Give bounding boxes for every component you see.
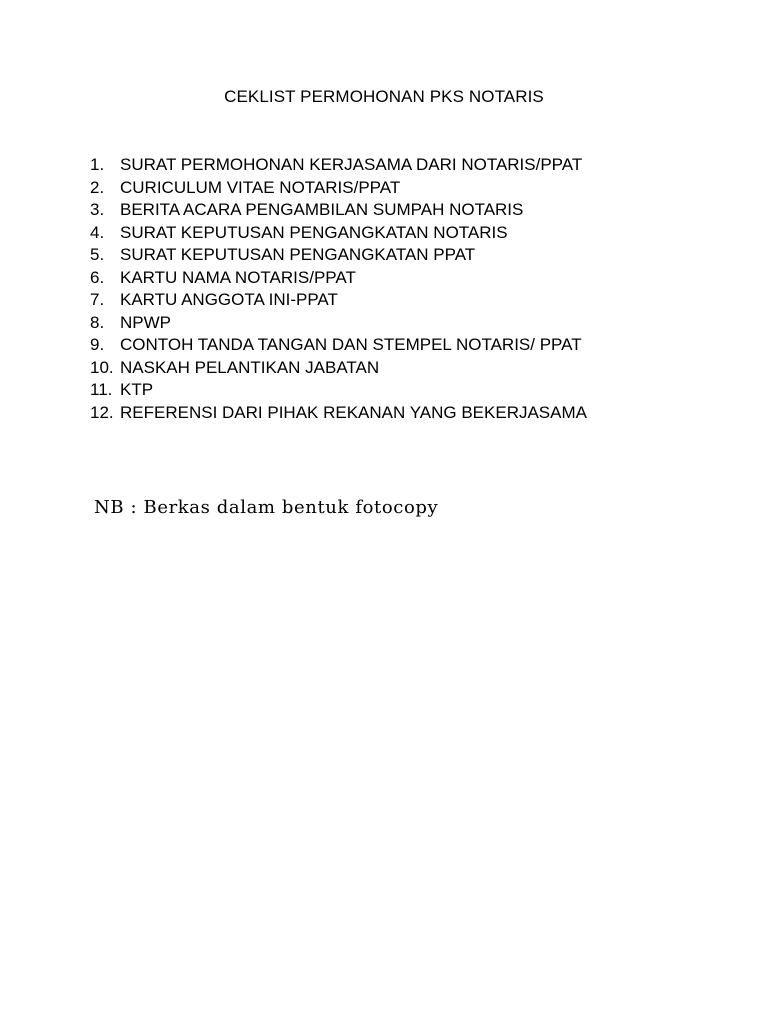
document-title: CEKLIST PERMOHONAN PKS NOTARIS <box>224 87 544 106</box>
list-item <box>90 312 587 335</box>
item-number: 1. <box>90 155 105 174</box>
list-item <box>90 199 587 222</box>
item-text: KARTU ANGGOTA INI-PPAT <box>120 290 338 309</box>
item-number: 3. <box>90 200 105 219</box>
item-text: SURAT KEPUTUSAN PENGANGKATAN PPAT <box>120 245 476 264</box>
list-item <box>90 379 587 402</box>
item-text: BERITA ACARA PENGAMBILAN SUMPAH NOTARIS <box>120 200 524 219</box>
item-text: REFERENSI DARI PIHAK REKANAN YANG BEKERJASAMA <box>120 402 587 422</box>
item-number: 12. <box>90 402 114 422</box>
list-item <box>90 222 587 245</box>
item-number: 6. <box>90 267 105 287</box>
list-item <box>90 177 587 200</box>
list-item <box>90 357 587 380</box>
item-text: NASKAH PELANTIKAN JABATAN <box>120 357 380 377</box>
item-text: KARTU NAMA NOTARIS/PPAT <box>120 267 356 287</box>
list-item <box>90 267 587 290</box>
item-number: 4. <box>90 222 105 242</box>
list-item <box>90 154 587 177</box>
item-text: SURAT KEPUTUSAN PENGANGKATAN NOTARIS <box>120 222 508 242</box>
list-item <box>90 289 587 312</box>
item-number: 10. <box>90 357 114 377</box>
item-number: 11. <box>90 380 113 399</box>
item-text: KTP <box>120 380 154 399</box>
checklist <box>90 154 587 424</box>
item-number: 7. <box>90 290 105 309</box>
item-text: NPWP <box>120 312 171 332</box>
list-item <box>90 402 587 425</box>
item-number: 5. <box>90 245 105 264</box>
item-text: SURAT PERMOHONAN KERJASAMA DARI NOTARIS/PPAT <box>120 155 583 174</box>
footnote: NB : Berkas dalam bentuk fotocopy <box>94 497 439 518</box>
item-number: 9. <box>90 335 105 354</box>
item-text: CONTOH TANDA TANGAN DAN STEMPEL NOTARIS/ PPAT <box>120 335 582 354</box>
item-number: 8. <box>90 312 105 332</box>
item-number: 2. <box>90 177 105 197</box>
list-item <box>90 334 587 357</box>
item-text: CURICULUM VITAE NOTARIS/PPAT <box>120 177 401 197</box>
list-item <box>90 244 587 267</box>
